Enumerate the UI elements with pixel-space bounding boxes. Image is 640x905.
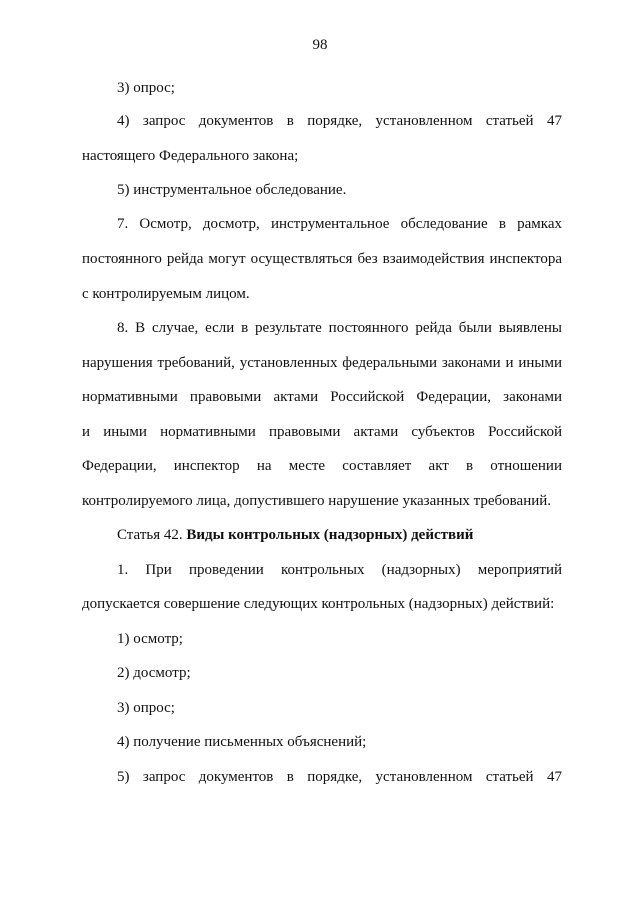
paragraph-1-line1: 1. При проведении контрольных (надзорных) мероприятий: [117, 562, 562, 578]
paragraph-7-line3: с контролируемым лицом.: [82, 286, 250, 302]
paragraph-8-line3: нормативными правовыми актами Российской Федерации, законами: [82, 389, 562, 405]
page-number: 98: [312, 37, 328, 53]
paragraph-8-line2: нарушения требований, установленных федеральными законами и иными: [82, 355, 562, 371]
list-item-obyasneniya: 4) получение письменных объяснений;: [117, 734, 367, 750]
list-item-instrumental: 5) инструментальное обследование.: [117, 182, 347, 198]
list-item-zapros-line2: настоящего Федерального закона;: [82, 148, 299, 164]
list-item-dosmotr: 2) досмотр;: [117, 665, 191, 681]
list-item-zapros-2: 5) запрос документов в порядке, установленном статьей 47: [117, 769, 562, 785]
paragraph-7-line1: 7. Осмотр, досмотр, инструментальное обследование в рамках: [117, 216, 562, 232]
paragraph-8-line6: контролируемого лица, допустившего нарушение указанных требований.: [82, 493, 552, 509]
paragraph-8-line4: и иными нормативными правовыми актами субъектов Российской: [82, 424, 562, 440]
article-number: Статья 42.: [117, 527, 187, 543]
article-title: Виды контрольных (надзорных) действий: [186, 527, 474, 543]
paragraph-8-line1: 8. В случае, если в результате постоянного рейда были выявлены: [117, 320, 562, 336]
paragraph-1-line2: допускается совершение следующих контрольных (надзорных) действий:: [82, 596, 555, 612]
list-item-opros-2: 3) опрос;: [117, 700, 175, 716]
paragraph-7-line2: постоянного рейда могут осуществляться без взаимодействия инспектора: [82, 251, 562, 267]
list-item-zapros-line1: 4) запрос документов в порядке, установленном статьей 47: [117, 113, 562, 129]
list-item-opros: 3) опрос;: [117, 80, 175, 96]
list-item-osmotr: 1) осмотр;: [117, 631, 183, 647]
article-heading: [117, 525, 562, 545]
paragraph-8-line5: Федерации, инспектор на месте составляет акт в отношении: [82, 458, 562, 474]
